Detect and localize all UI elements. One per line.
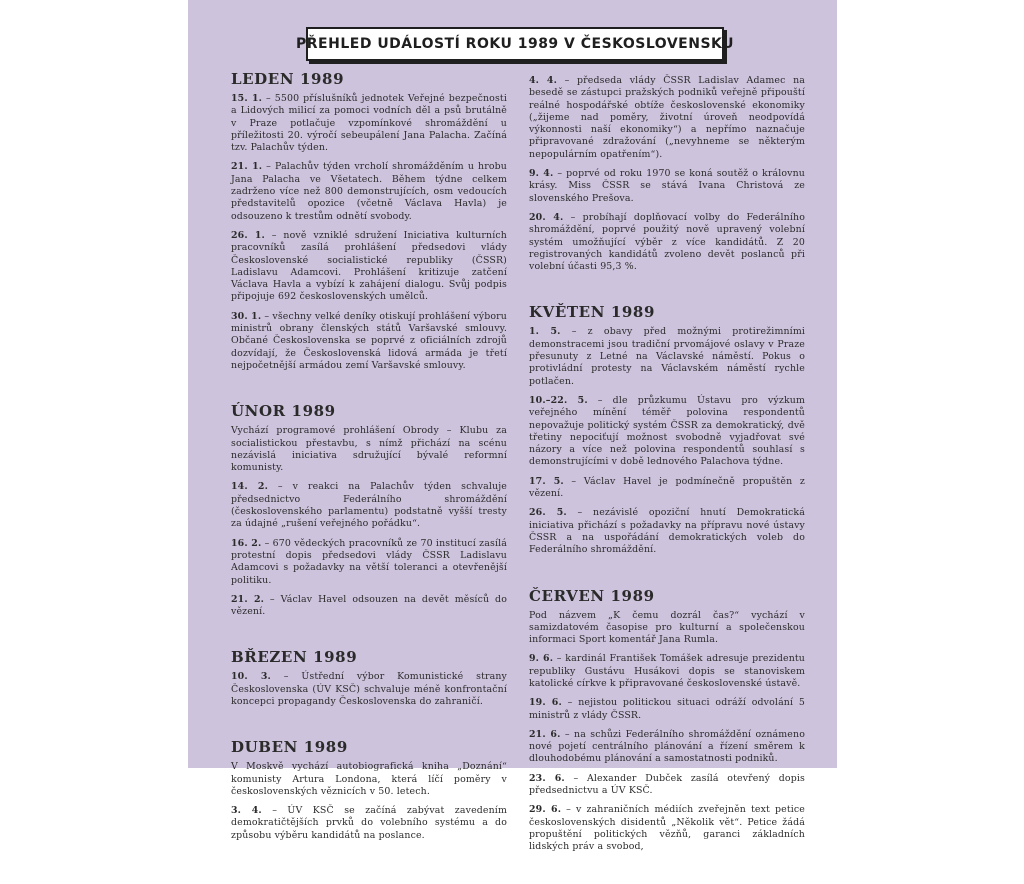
event-text: Vychází programové prohlášení Obrody – Klubu za socialistickou přestavbu, s nímž přichází na scénu nezávislá iniciativa sdružující bývalé reformní komunisty. [231, 425, 507, 474]
event-text: – Alexander Dubček zasílá otevřený dopis předsednictvu a ÚV KSČ. [529, 772, 805, 797]
event-text: – Ústřední výbor Komunistické strany Československa (ÚV KSČ) schvaluje méně konfrontační koncepci propagandy Československa do zahraničí. [231, 671, 507, 707]
event-text: – 5500 příslušníků jednotek Veřejné bezpečnosti a Lidových milicí za pomoci vodních děl a psů brutálně v Praze potlačuje vzpomínkové shromáždění u příležitosti 20. výročí sebeupálení Jana Palacha. Začíná tzv. Palachův týden. [231, 93, 507, 154]
event-date: 1. 5. [529, 326, 561, 338]
event-text: – dle průzkumu Ústavu pro výzkum veřejného mínění téměř polovina respondentů nepovažuje politický systém ČSSR za demokratický, dvě třetiny nepociťují možnost svobodně vyjadřovat své názory a více než polovina respondentů souhlasí s demonstrujícími v době lednového Palachova týdne. [529, 394, 806, 468]
event-entry [529, 773, 805, 798]
event-text: – kardinál František Tomášek adresuje prezidentu republiky Gustávu Husákovi dopis se stanoviskem katolické církve k připravované československé ústavě. [529, 653, 805, 689]
event-entry [529, 507, 805, 556]
event-date: 9. 6. [529, 653, 554, 665]
document-page [188, 0, 837, 853]
event-entry [231, 230, 507, 304]
section-heading: LEDEN 1989 [231, 70, 345, 88]
event-entry [529, 212, 805, 273]
event-entry [529, 75, 805, 161]
event-entry [231, 311, 507, 372]
event-text: – nezávislé opoziční hnutí Demokratická iniciativa přichází s požadavky na přípravu nové ústavy ČSSR a na uspořádání demokratických voleb do Federálního shromáždění. [529, 507, 805, 556]
event-date: 21. 1. [231, 161, 263, 173]
event-entry [231, 805, 507, 842]
event-date: 26. 1. [231, 229, 265, 241]
event-date: 23. 6. [529, 772, 565, 784]
event-text: – Palachův týden vrcholí shromážděním u hrobu Jana Palacha ve Všetatech. Během týdne celkem zadrženo více než 800 demonstrujících, osm vedoucích představitelů opozice (včetně Václava Havla) je odsouzeno k trestům odnětí svobody. [231, 161, 507, 222]
event-date: 14. 2. [231, 481, 269, 493]
event-date: 9. 4. [529, 168, 554, 180]
event-entry [529, 804, 805, 853]
event-entry [529, 326, 805, 387]
page-title: PŘEHLED UDÁLOSTÍ ROKU 1989 V ČESKOSLOVENSKU [306, 27, 724, 61]
event-date: 3. 4. [231, 805, 262, 817]
event-text: – Václav Havel je podmínečně propuštěn z vězení. [529, 475, 805, 500]
event-entry [529, 395, 805, 469]
event-text: – probíhají doplňovací volby do Federálního shromáždění, poprvé použitý nově upravený volební systém umožňující výběr z více kandidátů. Z 20 registrovaných kandidátů zvoleno devět poslanců při volební účasti 95,3 %. [529, 211, 805, 273]
event-text: – Václav Havel odsouzen na devět měsíců do vězení. [231, 593, 507, 618]
section-heading: ČERVEN 1989 [529, 586, 655, 605]
event-entry [231, 538, 507, 587]
section-leden-1989 [231, 70, 507, 372]
event-date: 4. 4. [529, 75, 558, 86]
event-entry [529, 168, 805, 205]
event-date: 21. 2. [231, 593, 265, 605]
section-unor-1989 [231, 402, 507, 618]
section-duben-1989 [231, 738, 507, 842]
section-brezen-1989 [231, 648, 507, 708]
event-date: 10.–22. 5. [529, 394, 588, 406]
event-text: – nově vzniklé sdružení Iniciativa kulturních pracovníků zasílá prohlášení předsedovi vlády Československé socialistické republiky (ČSSR) Ladislavu Adamcovi. Prohlášení kritizuje zatčení Václava Havla a vybízí k zahájení dialogu. Svůj podpis připojuje 692 československých umělců. [231, 229, 507, 303]
event-entry [529, 476, 805, 501]
event-entry [231, 761, 507, 798]
event-text: Pod názvem „K čemu dozrál čas?“ vychází v samizdatovém časopise pro kulturní a společenskou informaci Sport komentář Jana Rumla. [529, 609, 805, 646]
section-kveten-1989 [529, 303, 805, 556]
event-entry [231, 161, 507, 222]
left-column [231, 70, 507, 872]
event-text: – na schůzi Federálního shromáždění oznámeno nové pojetí centrálního plánování a řízení směrem k dlouhodobému plánování a samostatnosti podniků. [529, 728, 805, 765]
event-entry [231, 594, 507, 619]
event-text: – v zahraničních médiích zveřejněn text petice československých disidentů „Několik vět“. Petice žádá propuštění politických vězňů, garanci základních lidských práv a svobod, [529, 804, 805, 853]
event-text: – 670 vědeckých pracovníků ze 70 institucí zasílá protestní dopis předsedovi vlády ČSSR Ladislavu Adamcovi s požadavky na větší toleranci a otevřenější politiku. [231, 537, 507, 586]
event-entry [231, 425, 507, 474]
event-date: 29. 6. [529, 804, 562, 816]
event-text: – poprvé od roku 1970 se koná soutěž o královnu krásy. Miss ČSSR se stává Ivana Christová ze slovenského Prešova. [529, 168, 805, 204]
event-date: 20. 4. [529, 211, 564, 223]
event-text: V Moskvě vychází autobiografická kniha „Doznání“ komunisty Artura Londona, která líčí poměry v československých věznicích v 50. letech. [231, 761, 507, 797]
event-date: 15. 1. [231, 93, 263, 104]
event-text: – předseda vlády ČSSR Ladislav Adamec na besedě se zástupci pražských podniků veřejně připouští reálné hospodářské obtíže československé ekonomiky („žijeme nad poměry, životní úroveň neodpovídá výkonnosti naší ekonomiky“) a nepřímo naznačuje připravované zdražování („nevyhneme se některým nepopulárním opatřením“). [529, 75, 805, 160]
event-entry [529, 653, 805, 690]
event-entry [231, 93, 507, 154]
event-entry [529, 610, 805, 647]
event-date: 17. 5. [529, 475, 564, 487]
event-text: – všechny velké deníky otiskují prohlášení výboru ministrů obrany členských států Varšavské smlouvy. Občané Československa se poprvé z oficiálních zdrojů dozvídají, že Československá lidová armáda je třetí nejpočetnější armádou zemí Varšavské smlouvy. [231, 310, 507, 371]
event-date: 10. 3. [231, 671, 271, 683]
event-entry [231, 481, 507, 530]
event-text: – ÚV KSČ se začíná zabývat zavedením demokratičtějších prvků do volebního systému a do způsobu výběru kandidátů na poslance. [231, 805, 507, 841]
event-text: – v reakci na Palachův týden schvaluje předsednictvo Federálního shromáždění (československého parlamentu) podstatně vyšší tresty za údajné „rušení veřejného pořádku“. [231, 481, 508, 530]
event-entry [529, 697, 805, 722]
section-heading: DUBEN 1989 [231, 738, 348, 757]
event-text: – z obavy před možnými protirežimními demonstracemi jsou tradiční prvomájové oslavy v Praze přesunuty z Letné na Václavské náměstí. Pokus o protivládní protesty na Václavském náměstí rychle potlačen. [529, 326, 806, 387]
event-text: – nejistou politickou situaci odráží odvolání 5 ministrů z vlády ČSSR. [529, 697, 805, 721]
right-column [529, 75, 805, 884]
event-date: 19. 6. [529, 697, 562, 709]
section-heading: BŘEZEN 1989 [231, 648, 358, 667]
section-heading: KVĚTEN 1989 [529, 303, 655, 322]
event-entry [231, 671, 507, 708]
event-date: 30. 1. [231, 310, 262, 322]
section-heading: ÚNOR 1989 [231, 402, 336, 421]
section-continued [529, 75, 805, 273]
event-date: 26. 5. [529, 507, 567, 519]
section-cerven-1989 [529, 587, 805, 854]
event-date: 16. 2. [231, 537, 262, 549]
event-entry [529, 729, 805, 766]
event-date: 21. 6. [529, 728, 561, 740]
